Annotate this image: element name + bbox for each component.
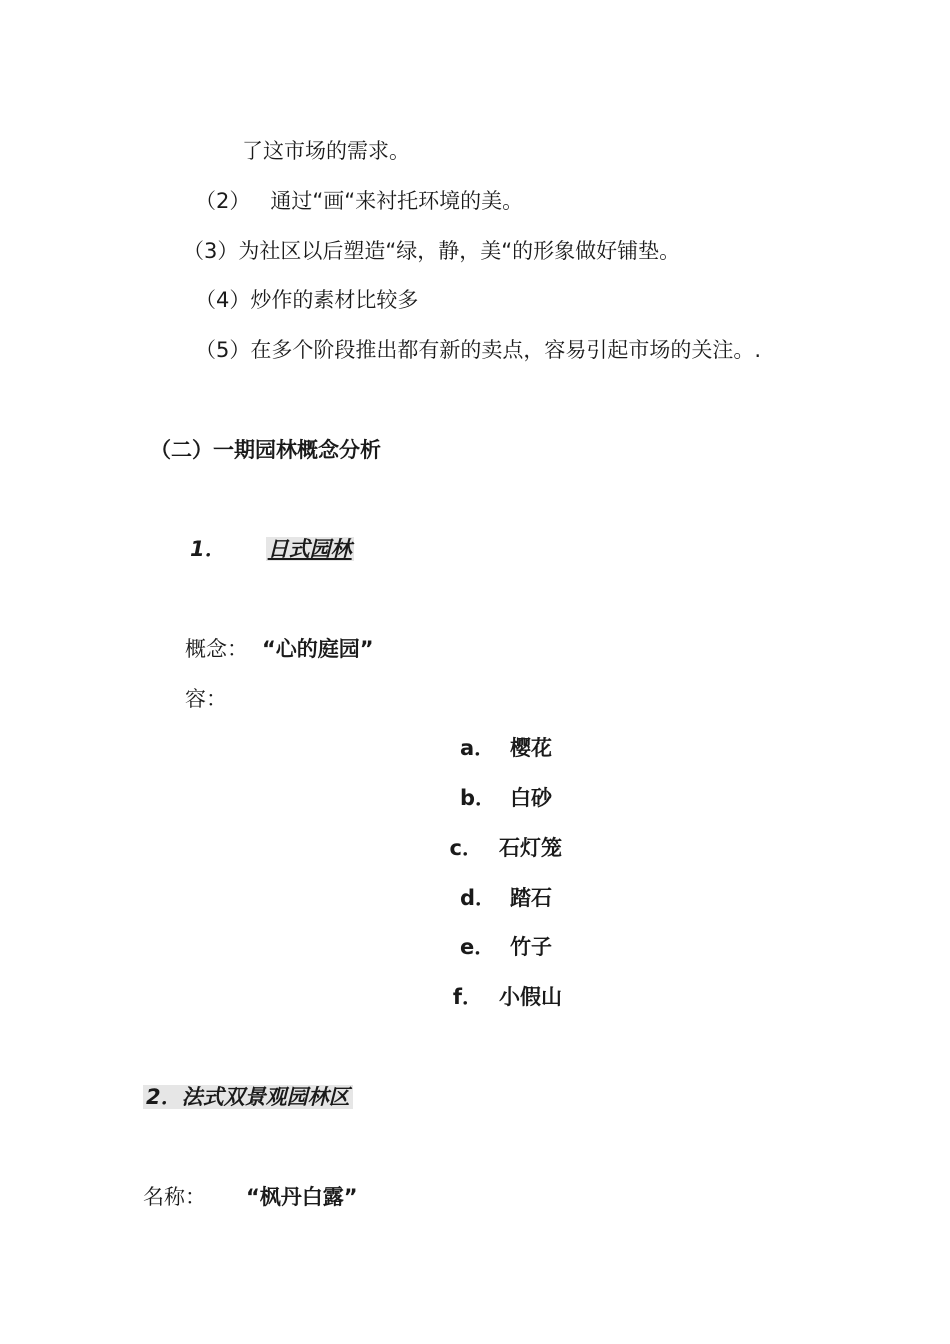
name-line (143, 1183, 358, 1211)
list-item-text: 白砂 (510, 786, 552, 810)
subsection-title: 2．法式双景观园林区 (143, 1085, 353, 1109)
concept-value: “心的庭园” (262, 637, 374, 661)
list-item-text: 踏石 (510, 886, 552, 910)
concept-label: 概念： (185, 637, 248, 661)
list-item-text: 石灯笼 (499, 836, 562, 860)
list-marker: f． (452, 985, 483, 1009)
list-item (449, 834, 562, 862)
paragraph-line: （4）炒作的素材比较多 (195, 288, 419, 312)
list-item-text: 竹子 (510, 935, 552, 959)
list-marker: e． (460, 935, 496, 959)
subsection-title: 日式园林 (267, 537, 352, 561)
list-item (449, 983, 562, 1011)
paragraph-line (195, 187, 523, 215)
list-marker: d． (460, 886, 497, 910)
concept-line (185, 635, 374, 663)
paragraph-line: （5）在多个阶段推出都有新的卖点，容易引起市场的关注。. (195, 338, 762, 362)
list-item-text: 樱花 (510, 736, 552, 760)
section-heading: （二）一期园林概念分析 (150, 438, 381, 462)
list-item (460, 884, 552, 912)
list-item-text: 小假山 (499, 985, 562, 1009)
list-marker: c． (449, 836, 483, 860)
list-marker: a． (460, 736, 496, 760)
list-item (460, 933, 552, 961)
name-label: 名称： (143, 1185, 206, 1209)
list-number: （2） (195, 189, 251, 213)
subsection-number: 1． (190, 537, 226, 561)
list-item (460, 784, 552, 812)
paragraph-line: 了这市场的需求。 (242, 139, 410, 163)
subsection-heading (143, 1083, 353, 1111)
list-item (460, 734, 552, 762)
content-label: 容： (185, 687, 227, 711)
paragraph-line: （3）为社区以后塑造“绿，静，美“的形象做好铺垫。 (183, 239, 681, 263)
list-marker: b． (460, 786, 497, 810)
list-text: 通过“画“来衬托环境的美。 (270, 189, 524, 213)
subsection-heading (190, 535, 354, 563)
name-value: “枫丹白露” (246, 1185, 358, 1209)
